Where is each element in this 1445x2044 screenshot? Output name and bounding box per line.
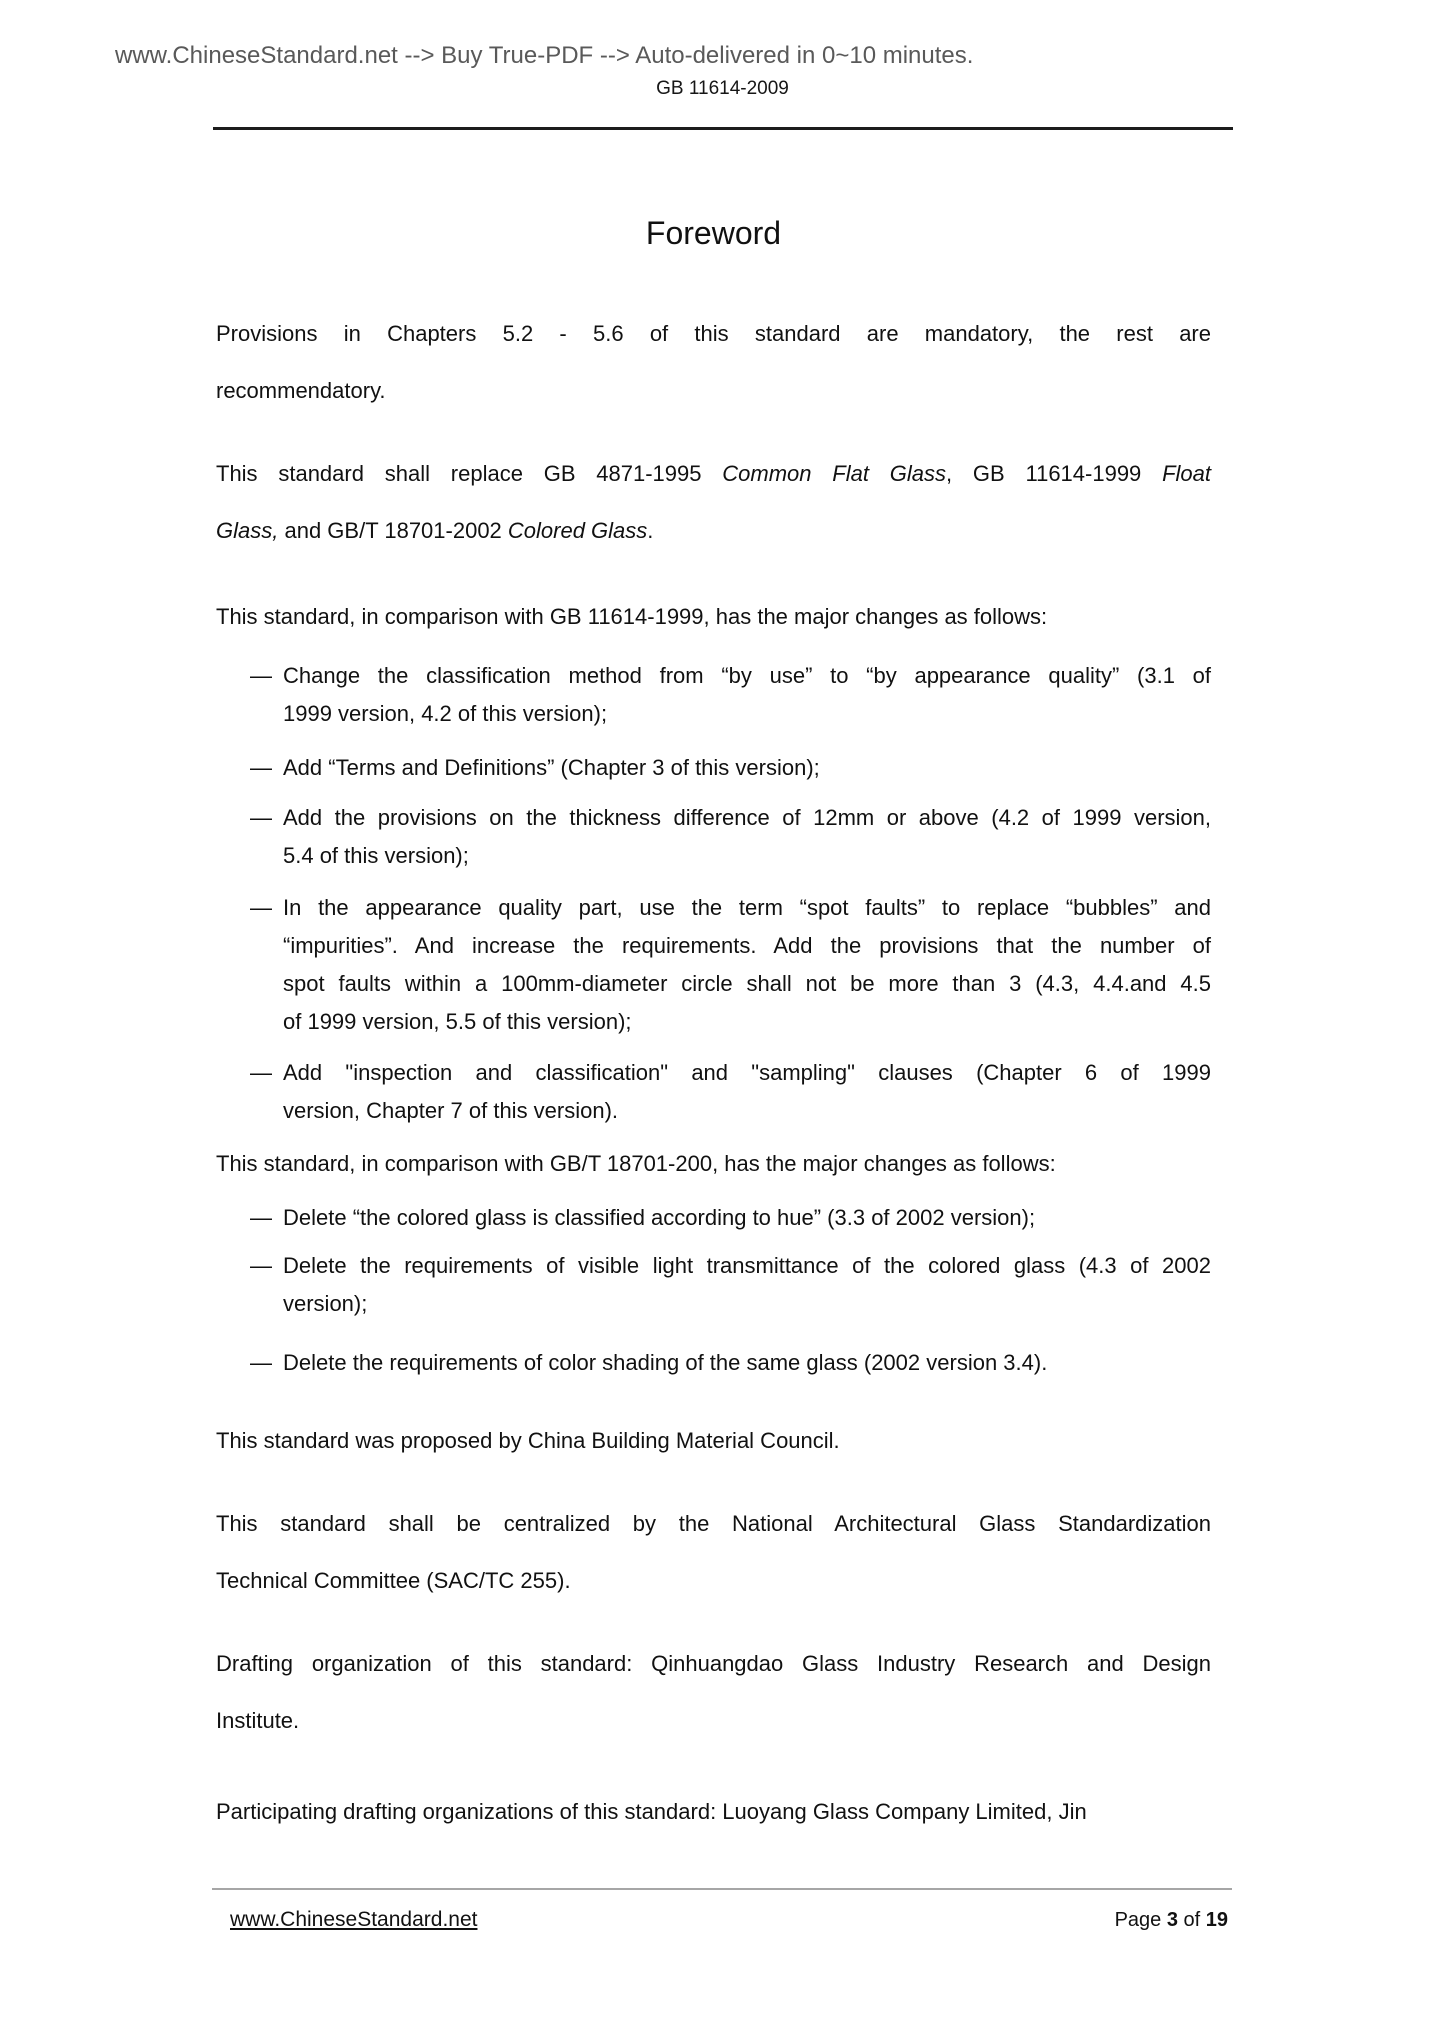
- footer-page-current: 3: [1166, 1909, 1178, 1931]
- text-line: This standard, in comparison with GB 11614-1999, has the major changes as follows:: [216, 604, 1048, 629]
- footer-site-link[interactable]: www.ChineseStandard.net: [230, 1908, 478, 1931]
- list-item: [216, 1344, 1211, 1382]
- text-line: spot faults within a 100mm-diameter circle shall not be more than 3 (4.3, 4.4.and 4.5: [283, 971, 1211, 996]
- text-line: 1999 version, 4.2 of this version);: [283, 701, 608, 726]
- footer-page-word: Page: [1114, 1909, 1167, 1931]
- bullet-dash: —: [250, 1205, 272, 1230]
- list-item: [216, 749, 1211, 787]
- bullet-text: [283, 1199, 1211, 1237]
- text-line: of 1999 version, 5.5 of this version);: [283, 1009, 632, 1034]
- bullet-dash: —: [250, 1350, 272, 1375]
- text-line: [216, 445, 1211, 502]
- bullet-text: [283, 799, 1211, 875]
- text-line: Delete the requirements of visible light transmittance of the colored glass (4.3 of 2002: [283, 1253, 1211, 1278]
- paragraph-changes-2002: [216, 1135, 1211, 1192]
- text-segment-italic: Colored Glass: [507, 518, 648, 543]
- list-item: [216, 1199, 1211, 1237]
- bullet-dash: —: [250, 1253, 272, 1278]
- footer-page-total: 19: [1205, 1909, 1228, 1931]
- bullet-text: [283, 1247, 1211, 1323]
- text-line: recommendatory.: [216, 378, 386, 403]
- text-line: 5.4 of this version);: [283, 843, 469, 868]
- text-segment: and GB/T 18701-2002: [278, 518, 508, 543]
- text-line: version);: [283, 1291, 368, 1316]
- footer-of-word: of: [1177, 1909, 1206, 1931]
- paragraph-participating-organizations: [216, 1783, 1211, 1840]
- text-line: Institute.: [216, 1708, 300, 1733]
- paragraph-proposed-by: [216, 1412, 1211, 1469]
- paragraph-drafting-organization: [216, 1635, 1211, 1749]
- bullet-dash: —: [250, 663, 272, 688]
- text-line: Drafting organization of this standard: Qinhuangdao Glass Industry Research and Design: [216, 1651, 1211, 1676]
- text-segment-italic: Float: [1162, 461, 1211, 486]
- text-line: “impurities”. And increase the requirements. Add the provisions that the number of: [283, 933, 1211, 958]
- text-line: This standard, in comparison with GB/T 18701-200, has the major changes as follows:: [216, 1151, 1056, 1176]
- header-rule: [213, 127, 1233, 130]
- list-item: [216, 799, 1211, 875]
- text-line: Add "inspection and classification" and "sampling" clauses (Chapter 6 of 1999: [283, 1060, 1211, 1085]
- header-standard-code: GB 11614-2009: [656, 78, 789, 99]
- text-line: Technical Committee (SAC/TC 255).: [216, 1568, 571, 1593]
- list-item: [216, 657, 1211, 733]
- bullet-dash: —: [250, 805, 272, 830]
- text-segment: .: [647, 518, 654, 543]
- text-line: In the appearance quality part, use the term “spot faults” to replace “bubbles” and: [283, 895, 1211, 920]
- page-footer: [212, 1908, 1232, 1932]
- text-line: This standard shall be centralized by the National Architectural Glass Standardization: [216, 1511, 1211, 1536]
- text-line: version, Chapter 7 of this version).: [283, 1098, 619, 1123]
- text-line: [216, 502, 1211, 559]
- text-segment: This standard shall replace GB 4871-1995: [216, 461, 723, 486]
- list-item: [216, 1247, 1211, 1323]
- bullet-text: [283, 1054, 1211, 1130]
- text-line: Delete the requirements of color shading of the same glass (2002 version 3.4).: [283, 1350, 1048, 1375]
- footer-page-number: [1115, 1909, 1228, 1932]
- text-segment-italic: Glass,: [216, 518, 279, 543]
- bullet-text: [283, 1344, 1211, 1382]
- text-line: Participating drafting organizations of this standard: Luoyang Glass Company Limited, Jin: [216, 1799, 1087, 1824]
- text-line: Provisions in Chapters 5.2 - 5.6 of this standard are mandatory, the rest are: [216, 321, 1211, 346]
- paragraph-changes-1999: [216, 588, 1211, 645]
- page-header: [0, 40, 1445, 130]
- list-item: [216, 1054, 1211, 1130]
- page-title: Foreword: [645, 215, 782, 251]
- text-line: This standard was proposed by China Building Material Council.: [216, 1428, 840, 1453]
- list-item: [216, 889, 1211, 1041]
- bullet-text: [283, 749, 1211, 787]
- text-line: Change the classification method from “by use” to “by appearance quality” (3.1 of: [283, 663, 1211, 688]
- bullet-text: [283, 889, 1211, 1041]
- paragraph-replace: [216, 445, 1211, 559]
- text-segment: , GB 11614-1999: [946, 461, 1163, 486]
- paragraph-provisions: [216, 305, 1211, 419]
- text-segment-italic: Common Flat Glass: [722, 461, 947, 486]
- paragraph-centralized-by: [216, 1495, 1211, 1609]
- bullet-dash: —: [250, 895, 272, 920]
- document-body: [216, 213, 1211, 1840]
- text-line: Add “Terms and Definitions” (Chapter 3 of this version);: [283, 755, 820, 780]
- header-promo-text: www.ChineseStandard.net --> Buy True-PDF --> Auto-delivered in 0~10 minutes.: [115, 42, 974, 69]
- bullet-dash: —: [250, 1060, 272, 1085]
- footer-rule: [212, 1888, 1232, 1890]
- bullet-text: [283, 657, 1211, 733]
- text-line: Delete “the colored glass is classified according to hue” (3.3 of 2002 version);: [283, 1205, 1036, 1230]
- bullet-dash: —: [250, 755, 272, 780]
- text-line: Add the provisions on the thickness difference of 12mm or above (4.2 of 1999 version,: [283, 805, 1211, 830]
